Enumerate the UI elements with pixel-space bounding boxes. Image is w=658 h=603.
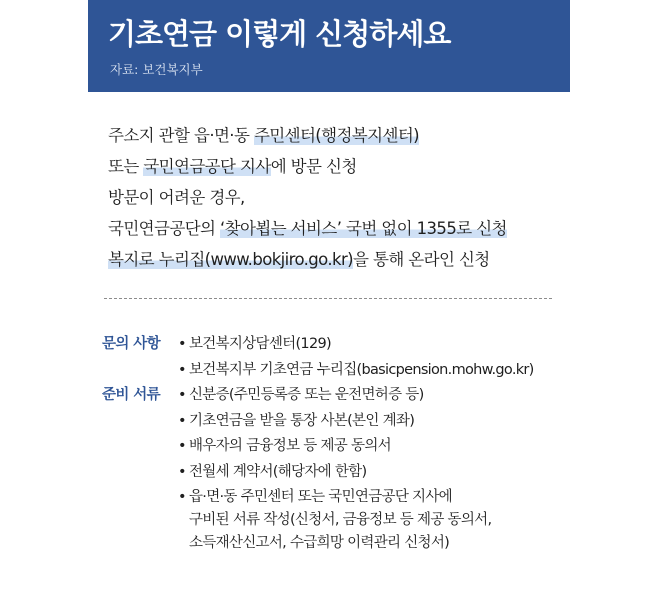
doc-item-text: 배우자의 금융정보 등 제공 동의서 bbox=[189, 438, 391, 454]
list-item bbox=[178, 332, 331, 353]
inquiry-row-1 bbox=[102, 332, 570, 358]
method-4-highlight: ‘찾아뵙는 서비스’ 국번 없이 1355로 신청 bbox=[220, 219, 507, 238]
docs-row-5-cont-1 bbox=[102, 508, 570, 531]
header-banner bbox=[88, 0, 570, 92]
doc-item-text: 전월세 계약서(해당자에 한함) bbox=[189, 463, 367, 480]
list-item bbox=[178, 409, 414, 430]
doc-item-text: 신분증(주민등록증 또는 운전면허증 등) bbox=[189, 387, 424, 403]
bullet: • bbox=[178, 463, 186, 480]
docs-row-1 bbox=[102, 383, 570, 409]
method-4-text: 국민연금공단의 bbox=[108, 219, 221, 238]
docs-row-2 bbox=[102, 409, 570, 435]
method-5-suffix: 을 통해 온라인 신청 bbox=[353, 250, 490, 269]
doc-item-text: 읍·면·동 주민센터 또는 국민연금공단 지사에 bbox=[189, 489, 452, 505]
dashed-divider bbox=[104, 298, 552, 299]
method-2-text: 또는 bbox=[108, 157, 144, 176]
docs-row-5 bbox=[102, 485, 570, 508]
bullet: • bbox=[178, 387, 186, 403]
method-1-highlight: 주민센터(행정복지센터) bbox=[253, 126, 420, 145]
source-caption: 자료: 보건복지부 bbox=[110, 62, 203, 77]
list-item bbox=[178, 383, 424, 404]
method-5-highlight: 복지로 누리집(www.bokjiro.go.kr) bbox=[108, 250, 353, 269]
bullet: • bbox=[178, 438, 186, 454]
inquiry-item-text: 보건복지부 기초연금 누리집(basicpension.mohw.go.kr) bbox=[189, 361, 534, 378]
method-line-5 bbox=[108, 246, 568, 277]
list-item bbox=[178, 460, 366, 481]
doc-item-continuation: 구비된 서류 작성(신청서, 금융정보 등 제공 동의서, bbox=[189, 512, 492, 528]
method-2-highlight: 국민연금공단 지사 bbox=[143, 157, 271, 176]
method-1-text: 주소지 관할 읍·면·동 bbox=[108, 126, 254, 145]
application-methods bbox=[108, 122, 568, 277]
list-item bbox=[178, 358, 534, 379]
method-line-3: 방문이 어려운 경우, bbox=[108, 188, 245, 207]
method-line-2 bbox=[108, 153, 568, 184]
inquiry-label: 문의 사항 bbox=[102, 336, 161, 352]
method-line-4 bbox=[108, 215, 568, 246]
page-title: 기초연금 이렇게 신청하세요 bbox=[108, 17, 451, 51]
docs-label: 준비 서류 bbox=[102, 387, 161, 403]
list-item bbox=[178, 434, 391, 455]
list-item bbox=[178, 485, 452, 506]
doc-item-continuation: 소득재산신고서, 수급희망 이력관리 신청서) bbox=[189, 535, 450, 551]
info-card bbox=[88, 0, 570, 603]
bullet: • bbox=[178, 489, 186, 505]
bullet: • bbox=[178, 361, 186, 378]
inquiry-item-text: 보건복지상담센터(129) bbox=[189, 336, 331, 352]
doc-item-text: 기초연금을 받을 통장 사본(본인 계좌) bbox=[189, 412, 415, 429]
docs-row-4 bbox=[102, 460, 570, 486]
docs-row-3 bbox=[102, 434, 570, 460]
bullet: • bbox=[178, 412, 186, 429]
inquiry-row-2 bbox=[102, 358, 570, 384]
method-2-suffix: 에 방문 신청 bbox=[270, 157, 357, 176]
docs-row-5-cont-2 bbox=[102, 531, 570, 554]
method-line-1 bbox=[108, 122, 568, 153]
info-section bbox=[102, 332, 570, 554]
bullet: • bbox=[178, 336, 186, 352]
